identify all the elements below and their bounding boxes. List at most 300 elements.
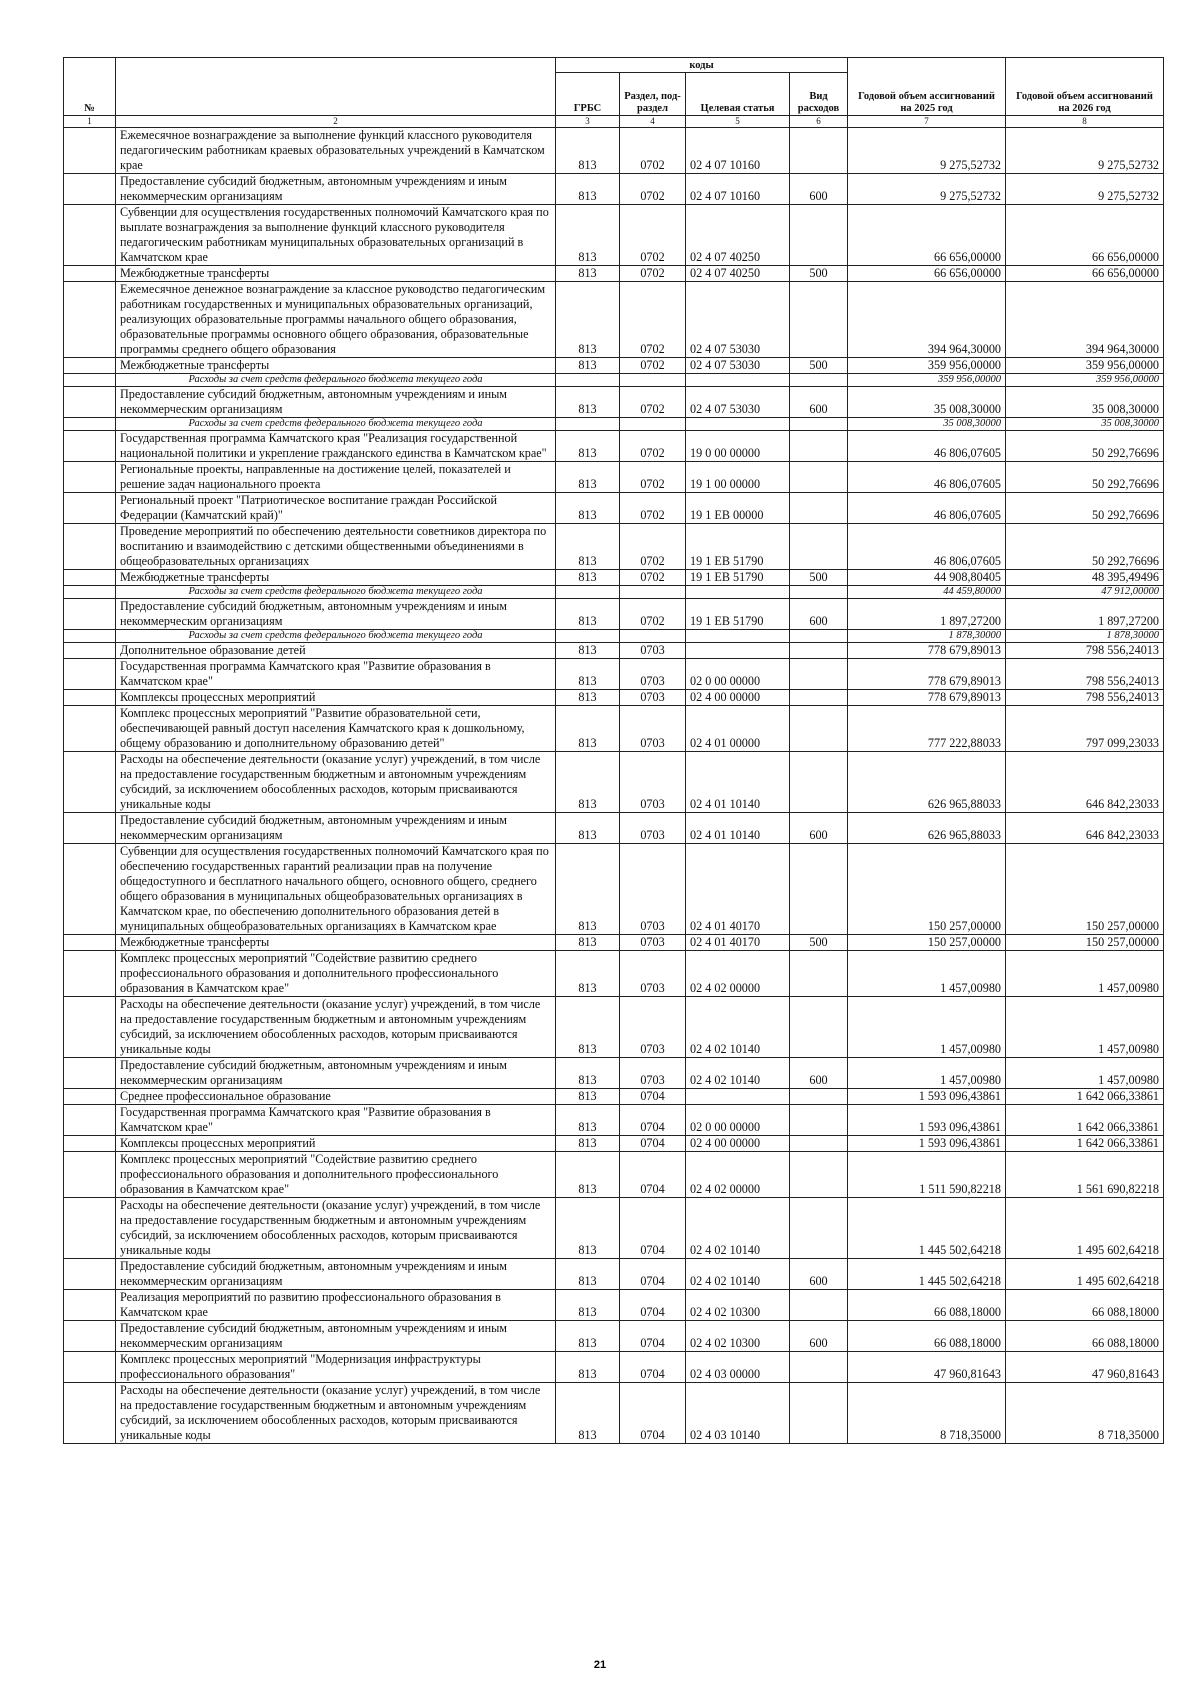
amount-2025-cell: 359 956,00000 bbox=[848, 374, 1006, 387]
budget-table bbox=[63, 57, 1164, 1444]
table-row bbox=[64, 1152, 1164, 1198]
expense-type-cell bbox=[790, 659, 848, 690]
razdel-cell: 0704 bbox=[620, 1259, 686, 1290]
target-article-cell: 02 4 00 00000 bbox=[686, 1136, 790, 1152]
amount-2025-cell: 394 964,30000 bbox=[848, 282, 1006, 358]
row-name-cell: Субвенции для осуществления государственных полномочий Камчатского края по обеспечению государственных гарантий реализации прав на получение общедоступного и бесплатного начального общего, основного общего, среднего общего образования в муниципальных общеобразовательных организациях в Камчатском крае, по обеспечению дополнительного образования детей в муниципальных общеобразовательных организациях в Камчатском крае bbox=[116, 844, 556, 935]
grbs-cell: 813 bbox=[556, 1321, 620, 1352]
razdel-cell bbox=[620, 374, 686, 387]
amount-2025-cell: 626 965,88033 bbox=[848, 813, 1006, 844]
amount-2025-cell: 1 445 502,64218 bbox=[848, 1198, 1006, 1259]
target-article-cell: 19 1 ЕВ 51790 bbox=[686, 524, 790, 570]
amount-2026-cell: 1 642 066,33861 bbox=[1006, 1105, 1164, 1136]
amount-2026-cell: 35 008,30000 bbox=[1006, 387, 1164, 418]
row-number-cell bbox=[64, 524, 116, 570]
razdel-cell: 0703 bbox=[620, 935, 686, 951]
grbs-cell: 813 bbox=[556, 1152, 620, 1198]
target-article-cell: 02 0 00 00000 bbox=[686, 1105, 790, 1136]
razdel-cell: 0702 bbox=[620, 431, 686, 462]
row-name-cell: Государственная программа Камчатского края "Развитие образования в Камчатском крае" bbox=[116, 1105, 556, 1136]
row-number-cell bbox=[64, 586, 116, 599]
header-grbs: ГРБС bbox=[556, 73, 620, 116]
amount-2026-cell: 150 257,00000 bbox=[1006, 844, 1164, 935]
amount-2025-cell: 46 806,07605 bbox=[848, 493, 1006, 524]
expense-type-cell bbox=[790, 524, 848, 570]
grbs-cell: 813 bbox=[556, 282, 620, 358]
row-number-cell bbox=[64, 431, 116, 462]
expense-type-cell: 600 bbox=[790, 174, 848, 205]
row-name-cell: Комплекс процессных мероприятий "Содействие развитию среднего профессионального образования и дополнительного профессионального образования в Камчатском крае" bbox=[116, 1152, 556, 1198]
row-number-cell bbox=[64, 128, 116, 174]
table-row bbox=[64, 752, 1164, 813]
table-row bbox=[64, 1198, 1164, 1259]
table-row bbox=[64, 282, 1164, 358]
amount-2025-cell: 46 806,07605 bbox=[848, 524, 1006, 570]
amount-2026-cell: 359 956,00000 bbox=[1006, 374, 1164, 387]
razdel-cell: 0702 bbox=[620, 358, 686, 374]
target-article-cell bbox=[686, 1089, 790, 1105]
target-article-cell bbox=[686, 630, 790, 643]
grbs-cell: 813 bbox=[556, 1290, 620, 1321]
row-number-cell bbox=[64, 690, 116, 706]
row-number-cell bbox=[64, 462, 116, 493]
razdel-cell: 0702 bbox=[620, 387, 686, 418]
grbs-cell bbox=[556, 374, 620, 387]
row-number-cell bbox=[64, 1105, 116, 1136]
razdel-cell: 0703 bbox=[620, 643, 686, 659]
amount-2026-cell: 8 718,35000 bbox=[1006, 1383, 1164, 1444]
row-name-cell: Межбюджетные трансферты bbox=[116, 266, 556, 282]
table-row bbox=[64, 1105, 1164, 1136]
grbs-cell: 813 bbox=[556, 174, 620, 205]
expense-type-cell bbox=[790, 752, 848, 813]
grbs-cell: 813 bbox=[556, 1352, 620, 1383]
amount-2025-cell: 1 457,00980 bbox=[848, 951, 1006, 997]
amount-2026-cell: 66 656,00000 bbox=[1006, 205, 1164, 266]
razdel-cell: 0702 bbox=[620, 599, 686, 630]
expense-type-cell bbox=[790, 1089, 848, 1105]
expense-type-cell bbox=[790, 128, 848, 174]
table-row bbox=[64, 1136, 1164, 1152]
target-article-cell: 02 4 00 00000 bbox=[686, 690, 790, 706]
amount-2026-cell: 1 561 690,82218 bbox=[1006, 1152, 1164, 1198]
row-name-cell: Расходы за счет средств федерального бюджета текущего года bbox=[116, 418, 556, 431]
expense-type-cell: 600 bbox=[790, 1259, 848, 1290]
table-row bbox=[64, 1321, 1164, 1352]
row-number-cell bbox=[64, 374, 116, 387]
row-number-cell bbox=[64, 1383, 116, 1444]
expense-type-cell: 500 bbox=[790, 358, 848, 374]
row-name-cell: Предоставление субсидий бюджетным, автономным учреждениям и иным некоммерческим организациям bbox=[116, 599, 556, 630]
amount-2026-cell: 1 457,00980 bbox=[1006, 997, 1164, 1058]
amount-2026-cell: 66 088,18000 bbox=[1006, 1290, 1164, 1321]
header-codes: коды bbox=[556, 58, 848, 73]
grbs-cell: 813 bbox=[556, 659, 620, 690]
grbs-cell: 813 bbox=[556, 752, 620, 813]
amount-2026-cell: 798 556,24013 bbox=[1006, 690, 1164, 706]
expense-type-cell: 600 bbox=[790, 1321, 848, 1352]
grbs-cell: 813 bbox=[556, 524, 620, 570]
header-num: № bbox=[64, 58, 116, 116]
amount-2026-cell: 9 275,52732 bbox=[1006, 174, 1164, 205]
amount-2025-cell: 778 679,89013 bbox=[848, 659, 1006, 690]
grbs-cell: 813 bbox=[556, 128, 620, 174]
target-article-cell: 02 4 01 10140 bbox=[686, 813, 790, 844]
amount-2025-cell: 1 457,00980 bbox=[848, 997, 1006, 1058]
grbs-cell: 813 bbox=[556, 358, 620, 374]
row-number-cell bbox=[64, 1089, 116, 1105]
table-row bbox=[64, 387, 1164, 418]
amount-2026-cell: 1 495 602,64218 bbox=[1006, 1259, 1164, 1290]
row-number-cell bbox=[64, 387, 116, 418]
amount-2025-cell: 626 965,88033 bbox=[848, 752, 1006, 813]
row-number-cell bbox=[64, 282, 116, 358]
target-article-cell: 02 4 07 10160 bbox=[686, 174, 790, 205]
amount-2026-cell: 50 292,76696 bbox=[1006, 493, 1164, 524]
expense-type-cell bbox=[790, 1136, 848, 1152]
row-number-cell bbox=[64, 1152, 116, 1198]
amount-2025-cell: 9 275,52732 bbox=[848, 128, 1006, 174]
grbs-cell: 813 bbox=[556, 387, 620, 418]
table-body bbox=[64, 128, 1164, 1444]
row-number-cell bbox=[64, 844, 116, 935]
amount-2026-cell: 66 656,00000 bbox=[1006, 266, 1164, 282]
razdel-cell: 0703 bbox=[620, 813, 686, 844]
amount-2026-cell: 1 878,30000 bbox=[1006, 630, 1164, 643]
expense-type-cell bbox=[790, 1105, 848, 1136]
amount-2025-cell: 150 257,00000 bbox=[848, 935, 1006, 951]
razdel-cell: 0704 bbox=[620, 1105, 686, 1136]
row-number-cell bbox=[64, 752, 116, 813]
amount-2026-cell: 798 556,24013 bbox=[1006, 659, 1164, 690]
row-number-cell bbox=[64, 266, 116, 282]
amount-2026-cell: 9 275,52732 bbox=[1006, 128, 1164, 174]
table-row bbox=[64, 659, 1164, 690]
column-number-row bbox=[64, 116, 1164, 128]
row-name-cell: Проведение мероприятий по обеспечению деятельности советников директора по воспитанию и взаимодействию с детскими общественными объединениями в общеобразовательных организациях bbox=[116, 524, 556, 570]
row-number-cell bbox=[64, 706, 116, 752]
row-name-cell: Предоставление субсидий бюджетным, автономным учреждениям и иным некоммерческим организациям bbox=[116, 387, 556, 418]
target-article-cell: 02 4 02 10140 bbox=[686, 1198, 790, 1259]
row-number-cell bbox=[64, 659, 116, 690]
column-number: 2 bbox=[116, 116, 556, 128]
amount-2025-cell: 47 960,81643 bbox=[848, 1352, 1006, 1383]
grbs-cell bbox=[556, 586, 620, 599]
expense-type-cell bbox=[790, 462, 848, 493]
row-name-cell: Дополнительное образование детей bbox=[116, 643, 556, 659]
row-name-cell: Комплекс процессных мероприятий "Содействие развитию среднего профессионального образования и дополнительного профессионального образования в Камчатском крае" bbox=[116, 951, 556, 997]
row-name-cell: Межбюджетные трансферты bbox=[116, 935, 556, 951]
expense-type-cell bbox=[790, 374, 848, 387]
header-target: Целевая статья bbox=[686, 73, 790, 116]
target-article-cell: 02 4 07 53030 bbox=[686, 387, 790, 418]
expense-type-cell: 500 bbox=[790, 935, 848, 951]
amount-2025-cell: 1 511 590,82218 bbox=[848, 1152, 1006, 1198]
amount-2025-cell: 66 656,00000 bbox=[848, 266, 1006, 282]
table-row bbox=[64, 431, 1164, 462]
table-row bbox=[64, 1383, 1164, 1444]
amount-2025-cell: 778 679,89013 bbox=[848, 690, 1006, 706]
amount-2025-cell: 778 679,89013 bbox=[848, 643, 1006, 659]
row-name-cell: Реализация мероприятий по развитию профессионального образования в Камчатском крае bbox=[116, 1290, 556, 1321]
amount-2025-cell: 44 459,80000 bbox=[848, 586, 1006, 599]
row-number-cell bbox=[64, 1321, 116, 1352]
row-name-cell: Расходы за счет средств федерального бюджета текущего года bbox=[116, 374, 556, 387]
table-row bbox=[64, 1290, 1164, 1321]
table-row bbox=[64, 493, 1164, 524]
razdel-cell: 0702 bbox=[620, 282, 686, 358]
column-number: 8 bbox=[1006, 116, 1164, 128]
expense-type-cell bbox=[790, 997, 848, 1058]
target-article-cell: 19 0 00 00000 bbox=[686, 431, 790, 462]
table-row bbox=[64, 690, 1164, 706]
row-name-cell: Расходы на обеспечение деятельности (оказание услуг) учреждений, в том числе на предоставление государственным бюджетным и автономным учреждениям субсидий, за исключением обособленных расходов, которым присваиваются уникальные коды bbox=[116, 752, 556, 813]
target-article-cell bbox=[686, 643, 790, 659]
target-article-cell: 02 4 02 00000 bbox=[686, 951, 790, 997]
column-number: 7 bbox=[848, 116, 1006, 128]
table-row bbox=[64, 1058, 1164, 1089]
amount-2026-cell: 47 912,00000 bbox=[1006, 586, 1164, 599]
amount-2026-cell: 50 292,76696 bbox=[1006, 524, 1164, 570]
amount-2026-cell: 1 457,00980 bbox=[1006, 951, 1164, 997]
table-row bbox=[64, 205, 1164, 266]
row-number-cell bbox=[64, 951, 116, 997]
row-number-cell bbox=[64, 643, 116, 659]
expense-type-cell bbox=[790, 643, 848, 659]
row-name-cell: Межбюджетные трансферты bbox=[116, 570, 556, 586]
amount-2026-cell: 798 556,24013 bbox=[1006, 643, 1164, 659]
row-name-cell: Расходы на обеспечение деятельности (оказание услуг) учреждений, в том числе на предоставление государственным бюджетным и автономным учреждениям субсидий, за исключением обособленных расходов, которым присваиваются уникальные коды bbox=[116, 997, 556, 1058]
row-number-cell bbox=[64, 997, 116, 1058]
federal-budget-row bbox=[64, 418, 1164, 431]
table-row bbox=[64, 174, 1164, 205]
target-article-cell: 02 4 01 40170 bbox=[686, 935, 790, 951]
header-vid: Вид расходов bbox=[790, 73, 848, 116]
column-number: 6 bbox=[790, 116, 848, 128]
table-row bbox=[64, 813, 1164, 844]
expense-type-cell bbox=[790, 690, 848, 706]
grbs-cell: 813 bbox=[556, 706, 620, 752]
amount-2026-cell: 1 457,00980 bbox=[1006, 1058, 1164, 1089]
expense-type-cell: 600 bbox=[790, 387, 848, 418]
row-number-cell bbox=[64, 1259, 116, 1290]
amount-2025-cell: 66 088,18000 bbox=[848, 1290, 1006, 1321]
target-article-cell bbox=[686, 374, 790, 387]
grbs-cell: 813 bbox=[556, 997, 620, 1058]
table-row bbox=[64, 1352, 1164, 1383]
amount-2025-cell: 777 222,88033 bbox=[848, 706, 1006, 752]
amount-2026-cell: 646 842,23033 bbox=[1006, 813, 1164, 844]
amount-2025-cell: 1 897,27200 bbox=[848, 599, 1006, 630]
expense-type-cell bbox=[790, 951, 848, 997]
table-row bbox=[64, 358, 1164, 374]
row-number-cell bbox=[64, 813, 116, 844]
razdel-cell: 0702 bbox=[620, 570, 686, 586]
table-row bbox=[64, 599, 1164, 630]
table-row bbox=[64, 524, 1164, 570]
row-number-cell bbox=[64, 205, 116, 266]
razdel-cell: 0703 bbox=[620, 659, 686, 690]
expense-type-cell bbox=[790, 630, 848, 643]
table-row bbox=[64, 128, 1164, 174]
row-name-cell: Комплекс процессных мероприятий "Модернизация инфраструктуры профессионального образования" bbox=[116, 1352, 556, 1383]
target-article-cell: 19 1 ЕВ 51790 bbox=[686, 599, 790, 630]
target-article-cell: 02 4 01 40170 bbox=[686, 844, 790, 935]
target-article-cell: 19 1 ЕВ 00000 bbox=[686, 493, 790, 524]
razdel-cell: 0702 bbox=[620, 174, 686, 205]
razdel-cell: 0702 bbox=[620, 128, 686, 174]
expense-type-cell: 500 bbox=[790, 570, 848, 586]
razdel-cell: 0704 bbox=[620, 1198, 686, 1259]
amount-2026-cell: 797 099,23033 bbox=[1006, 706, 1164, 752]
grbs-cell: 813 bbox=[556, 1105, 620, 1136]
row-name-cell: Расходы за счет средств федерального бюджета текущего года bbox=[116, 630, 556, 643]
razdel-cell: 0702 bbox=[620, 524, 686, 570]
razdel-cell: 0702 bbox=[620, 493, 686, 524]
grbs-cell: 813 bbox=[556, 935, 620, 951]
amount-2025-cell: 66 088,18000 bbox=[848, 1321, 1006, 1352]
amount-2026-cell: 48 395,49496 bbox=[1006, 570, 1164, 586]
table-row bbox=[64, 997, 1164, 1058]
row-name-cell: Предоставление субсидий бюджетным, автономным учреждениям и иным некоммерческим организациям bbox=[116, 1058, 556, 1089]
row-number-cell bbox=[64, 1058, 116, 1089]
header-2026: Годовой объем ассигнований на 2026 год bbox=[1006, 58, 1164, 116]
amount-2025-cell: 66 656,00000 bbox=[848, 205, 1006, 266]
row-number-cell bbox=[64, 630, 116, 643]
target-article-cell: 02 4 07 53030 bbox=[686, 282, 790, 358]
amount-2026-cell: 1 642 066,33861 bbox=[1006, 1136, 1164, 1152]
amount-2026-cell: 359 956,00000 bbox=[1006, 358, 1164, 374]
amount-2025-cell: 35 008,30000 bbox=[848, 387, 1006, 418]
row-number-cell bbox=[64, 174, 116, 205]
row-number-cell bbox=[64, 570, 116, 586]
header-name bbox=[116, 58, 556, 116]
grbs-cell: 813 bbox=[556, 643, 620, 659]
razdel-cell: 0703 bbox=[620, 1058, 686, 1089]
row-number-cell bbox=[64, 1198, 116, 1259]
table-row bbox=[64, 570, 1164, 586]
grbs-cell: 813 bbox=[556, 690, 620, 706]
razdel-cell: 0704 bbox=[620, 1136, 686, 1152]
target-article-cell: 19 1 00 00000 bbox=[686, 462, 790, 493]
grbs-cell: 813 bbox=[556, 1383, 620, 1444]
target-article-cell: 02 4 02 10300 bbox=[686, 1290, 790, 1321]
row-number-cell bbox=[64, 1136, 116, 1152]
grbs-cell: 813 bbox=[556, 1136, 620, 1152]
federal-budget-row bbox=[64, 374, 1164, 387]
amount-2026-cell: 1 495 602,64218 bbox=[1006, 1198, 1164, 1259]
expense-type-cell bbox=[790, 586, 848, 599]
amount-2026-cell: 646 842,23033 bbox=[1006, 752, 1164, 813]
row-name-cell: Субвенции для осуществления государственных полномочий Камчатского края по выплате вознаграждения за выполнение функций классного руководителя педагогическим работникам муниципальных образовательных организаций в Камчатском крае bbox=[116, 205, 556, 266]
table-row bbox=[64, 951, 1164, 997]
expense-type-cell bbox=[790, 844, 848, 935]
amount-2025-cell: 1 457,00980 bbox=[848, 1058, 1006, 1089]
target-article-cell: 02 4 07 53030 bbox=[686, 358, 790, 374]
grbs-cell: 813 bbox=[556, 205, 620, 266]
amount-2025-cell: 46 806,07605 bbox=[848, 462, 1006, 493]
row-name-cell: Государственная программа Камчатского края "Развитие образования в Камчатском крае" bbox=[116, 659, 556, 690]
amount-2025-cell: 46 806,07605 bbox=[848, 431, 1006, 462]
row-name-cell: Расходы на обеспечение деятельности (оказание услуг) учреждений, в том числе на предоставление государственным бюджетным и автономным учреждениям субсидий, за исключением обособленных расходов, которым присваиваются уникальные коды bbox=[116, 1198, 556, 1259]
row-name-cell: Расходы на обеспечение деятельности (оказание услуг) учреждений, в том числе на предоставление государственным бюджетным и автономным учреждениям субсидий, за исключением обособленных расходов, которым присваиваются уникальные коды bbox=[116, 1383, 556, 1444]
razdel-cell: 0704 bbox=[620, 1152, 686, 1198]
expense-type-cell bbox=[790, 1198, 848, 1259]
expense-type-cell: 600 bbox=[790, 599, 848, 630]
razdel-cell: 0702 bbox=[620, 266, 686, 282]
razdel-cell: 0703 bbox=[620, 706, 686, 752]
grbs-cell bbox=[556, 418, 620, 431]
grbs-cell: 813 bbox=[556, 599, 620, 630]
table-row bbox=[64, 935, 1164, 951]
amount-2026-cell: 394 964,30000 bbox=[1006, 282, 1164, 358]
amount-2026-cell: 1 897,27200 bbox=[1006, 599, 1164, 630]
target-article-cell: 02 4 03 10140 bbox=[686, 1383, 790, 1444]
amount-2025-cell: 1 593 096,43861 bbox=[848, 1089, 1006, 1105]
amount-2025-cell: 359 956,00000 bbox=[848, 358, 1006, 374]
federal-budget-row bbox=[64, 586, 1164, 599]
razdel-cell: 0703 bbox=[620, 951, 686, 997]
expense-type-cell bbox=[790, 706, 848, 752]
table-row bbox=[64, 266, 1164, 282]
page-number: 21 bbox=[593, 1659, 607, 1671]
target-article-cell: 02 4 01 00000 bbox=[686, 706, 790, 752]
amount-2025-cell: 150 257,00000 bbox=[848, 844, 1006, 935]
row-name-cell: Предоставление субсидий бюджетным, автономным учреждениям и иным некоммерческим организациям bbox=[116, 813, 556, 844]
target-article-cell: 02 0 00 00000 bbox=[686, 659, 790, 690]
federal-budget-row bbox=[64, 630, 1164, 643]
amount-2026-cell: 50 292,76696 bbox=[1006, 462, 1164, 493]
amount-2026-cell: 150 257,00000 bbox=[1006, 935, 1164, 951]
expense-type-cell: 500 bbox=[790, 266, 848, 282]
amount-2025-cell: 44 908,80405 bbox=[848, 570, 1006, 586]
row-number-cell bbox=[64, 418, 116, 431]
expense-type-cell: 600 bbox=[790, 813, 848, 844]
amount-2025-cell: 8 718,35000 bbox=[848, 1383, 1006, 1444]
target-article-cell: 02 4 03 00000 bbox=[686, 1352, 790, 1383]
table-header bbox=[64, 58, 1164, 128]
razdel-cell: 0704 bbox=[620, 1383, 686, 1444]
grbs-cell: 813 bbox=[556, 462, 620, 493]
amount-2026-cell: 66 088,18000 bbox=[1006, 1321, 1164, 1352]
row-name-cell: Ежемесячное вознаграждение за выполнение функций классного руководителя педагогическим работникам краевых образовательных учреждений в Камчатском крае bbox=[116, 128, 556, 174]
expense-type-cell bbox=[790, 1290, 848, 1321]
grbs-cell: 813 bbox=[556, 431, 620, 462]
target-article-cell: 02 4 01 10140 bbox=[686, 752, 790, 813]
table-row bbox=[64, 1089, 1164, 1105]
row-name-cell: Комплекс процессных мероприятий "Развитие образовательной сети, обеспечивающей равный доступ населения Камчатского края к дошкольному, общему образованию и дополнительному образованию детей" bbox=[116, 706, 556, 752]
expense-type-cell bbox=[790, 1383, 848, 1444]
row-name-cell: Расходы за счет средств федерального бюджета текущего года bbox=[116, 586, 556, 599]
target-article-cell bbox=[686, 418, 790, 431]
table-row bbox=[64, 844, 1164, 935]
row-name-cell: Комплексы процессных мероприятий bbox=[116, 690, 556, 706]
expense-type-cell bbox=[790, 282, 848, 358]
header-2025: Годовой объем ассигнований на 2025 год bbox=[848, 58, 1006, 116]
row-name-cell: Межбюджетные трансферты bbox=[116, 358, 556, 374]
table-row bbox=[64, 1259, 1164, 1290]
amount-2025-cell: 9 275,52732 bbox=[848, 174, 1006, 205]
expense-type-cell bbox=[790, 205, 848, 266]
row-number-cell bbox=[64, 599, 116, 630]
amount-2025-cell: 1 445 502,64218 bbox=[848, 1259, 1006, 1290]
row-name-cell: Предоставление субсидий бюджетным, автономным учреждениям и иным некоммерческим организациям bbox=[116, 1321, 556, 1352]
razdel-cell: 0702 bbox=[620, 205, 686, 266]
amount-2025-cell: 1 593 096,43861 bbox=[848, 1105, 1006, 1136]
expense-type-cell bbox=[790, 1152, 848, 1198]
target-article-cell: 02 4 02 10140 bbox=[686, 1259, 790, 1290]
amount-2025-cell: 35 008,30000 bbox=[848, 418, 1006, 431]
